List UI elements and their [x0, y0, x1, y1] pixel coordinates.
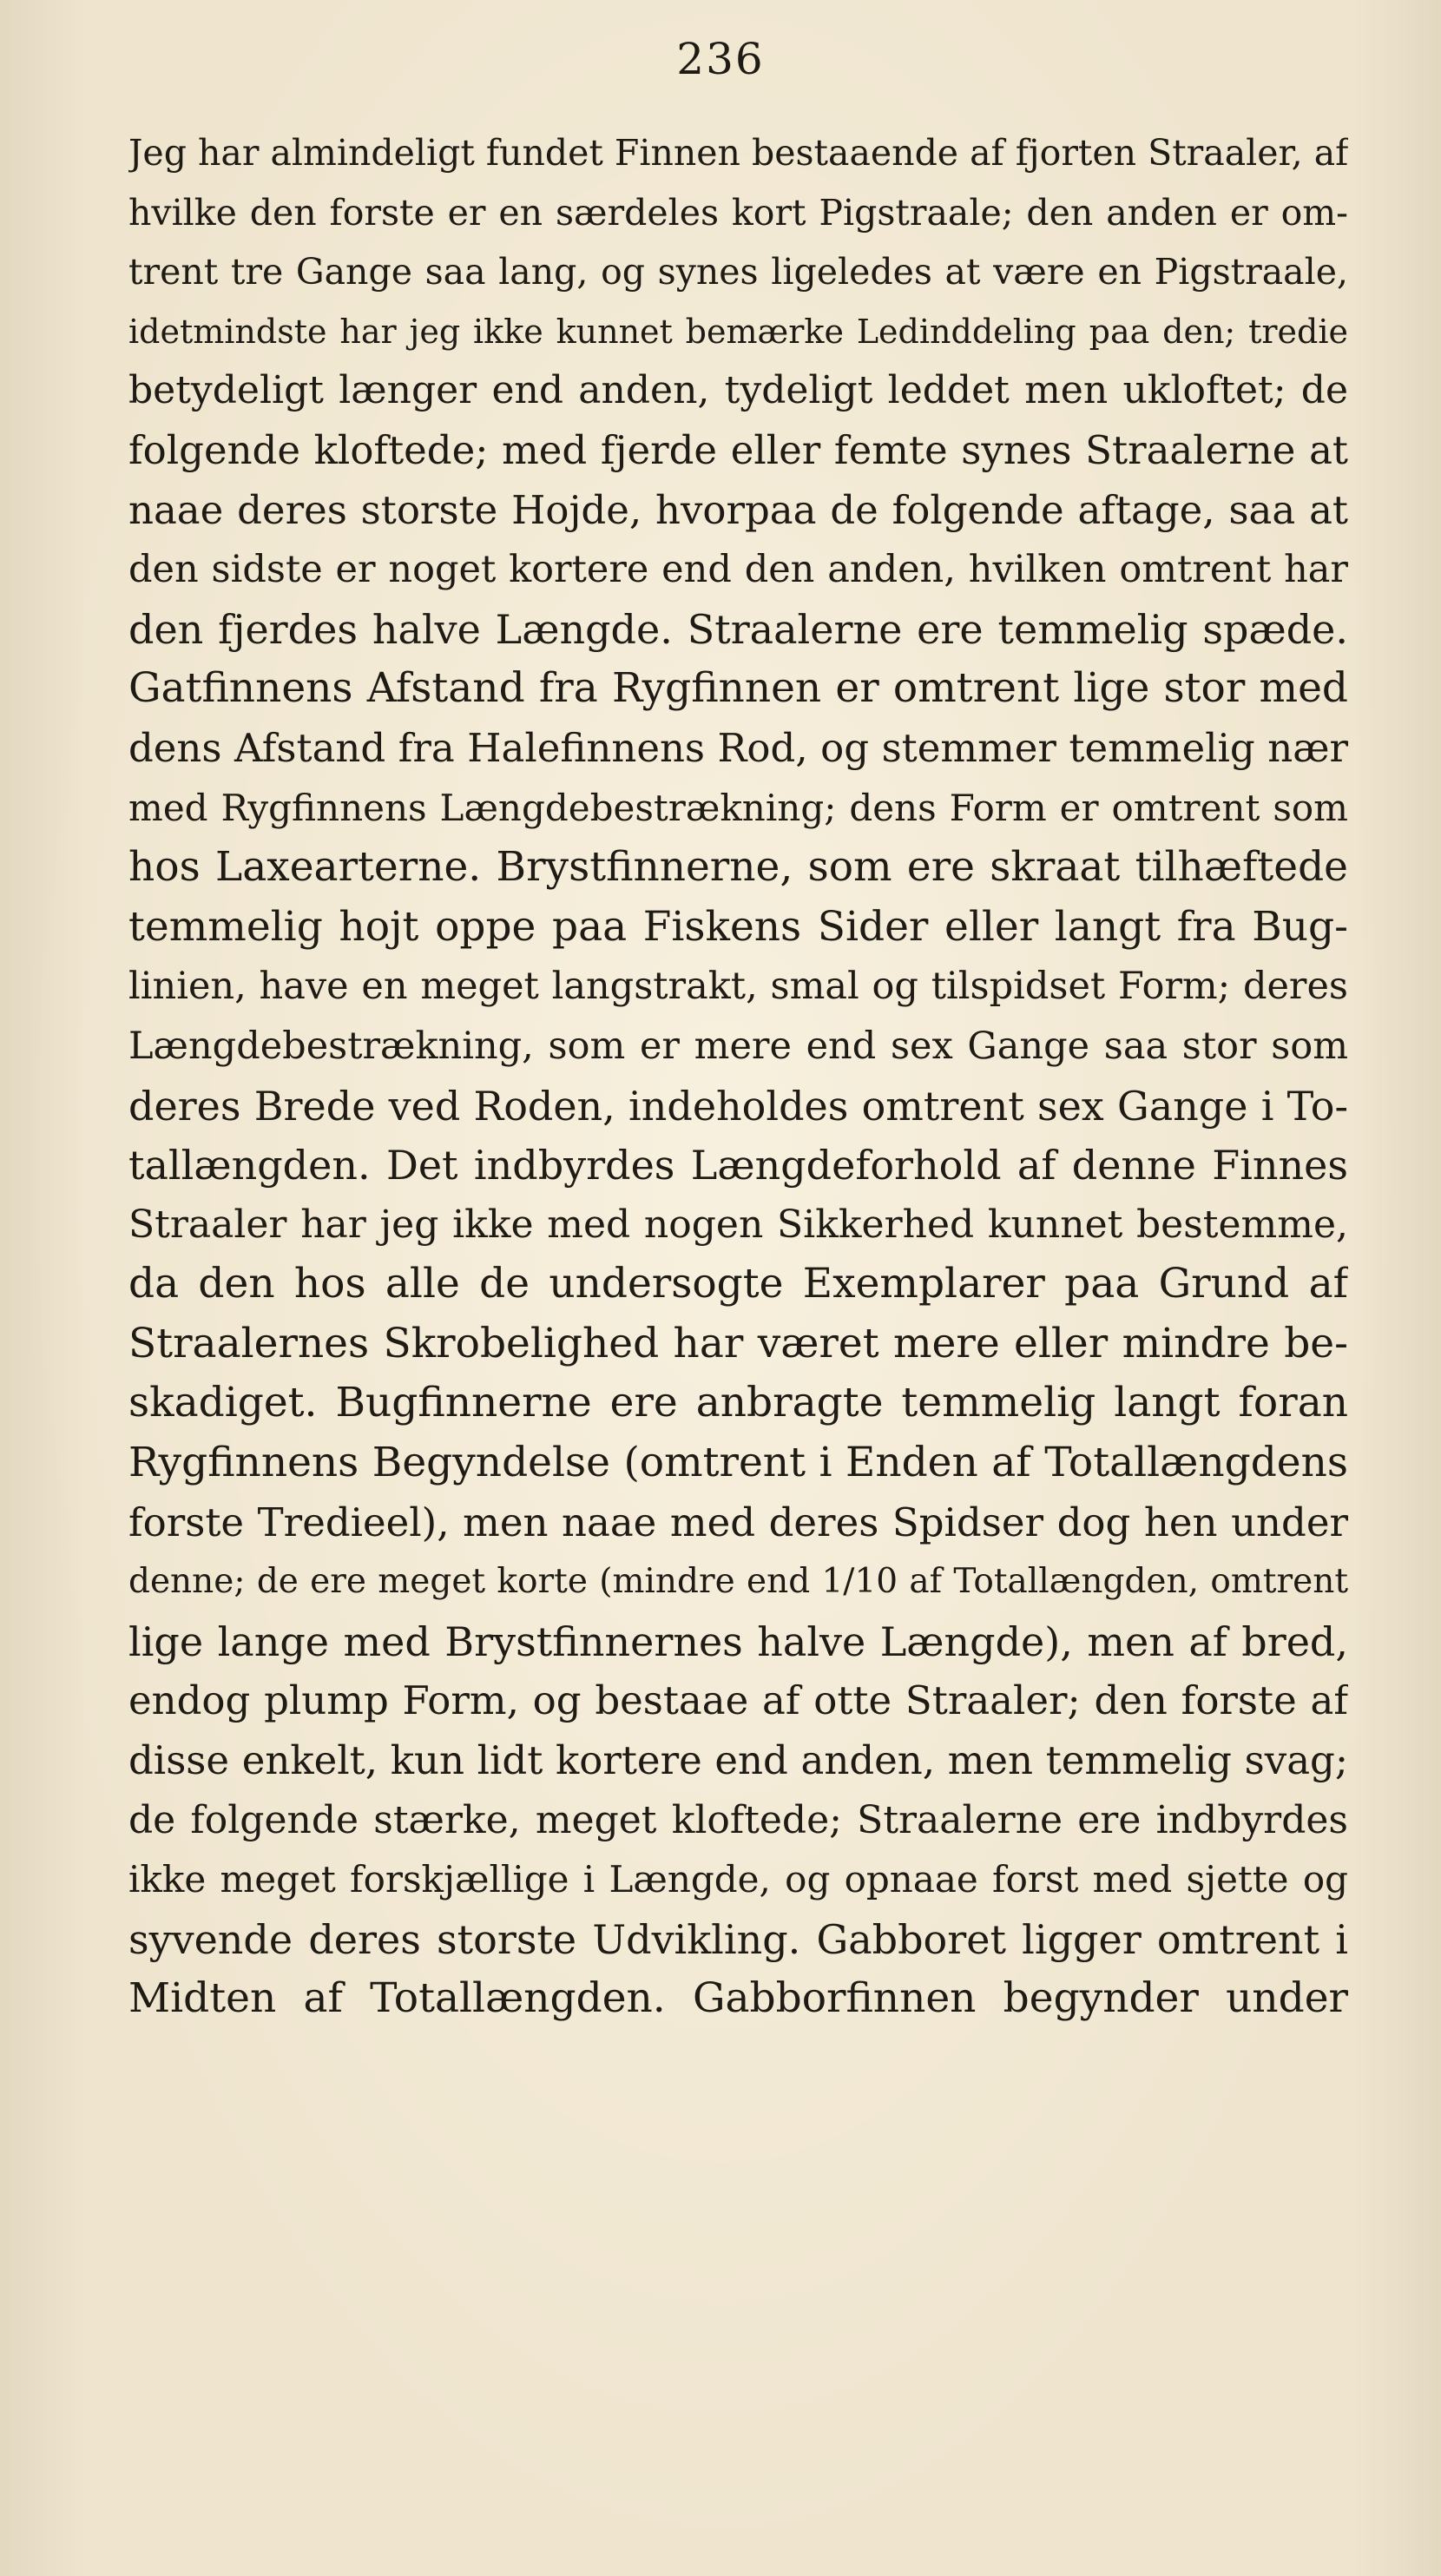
- text-line: Jeg har almindeligt fundet Finnen bestaaende af fjorten Straaler, af: [128, 132, 1348, 174]
- text-line: disse enkelt, kun lidt kortere end anden, men temmelig svag;: [128, 1737, 1348, 1784]
- text-line: ikke meget forskjællige i Længde, og opnaae forst med sjette og: [128, 1858, 1348, 1901]
- page-number: 236: [676, 34, 765, 84]
- text-line: Rygfinnens Begyndelse (omtrent i Enden af Totallængdens: [128, 1439, 1348, 1487]
- text-line: Længdebestrækning, som er mere end sex Gange saa stor som: [128, 1024, 1348, 1068]
- text-line: idetmindste har jeg ikke kunnet bemærke Ledinddeling paa den; tredie: [128, 312, 1348, 351]
- text-line: de folgende stærke, meget kloftede; Straalerne ere indbyrdes: [128, 1797, 1348, 1842]
- text-line: syvende deres storste Udvikling. Gabboret ligger omtrent i: [128, 1915, 1348, 1963]
- text-line: naae deres storste Hojde, hvorpaa de folgende aftage, saa at: [128, 486, 1348, 533]
- text-line: dens Afstand fra Halefinnens Rod, og stemmer temmelig nær: [128, 724, 1348, 771]
- text-line: den sidste er noget kortere end den anden, hvilken omtrent har: [128, 548, 1348, 592]
- text-line: hos Laxearterne. Brystfinnerne, som ere skraat tilhæftede: [128, 843, 1348, 892]
- text-line: Gatfinnens Afstand fra Rygfinnen er omtrent lige stor med: [128, 664, 1348, 713]
- text-line: trent tre Gange saa lang, og synes ligeledes at være en Pigstraale,: [128, 251, 1348, 293]
- text-line: betydeligt længer end anden, tydeligt leddet men ukloftet; de: [128, 368, 1348, 413]
- text-line: da den hos alle de undersogte Exemplarer paa Grund af: [128, 1260, 1348, 1308]
- text-line: den fjerdes halve Længde. Straalerne ere temmelig spæde.: [128, 605, 1348, 653]
- text-line: Midten af Totallængden. Gabborfinnen begynder under: [128, 1974, 1348, 2023]
- text-line: med Rygfinnens Længdebestrækning; dens Form er omtrent som: [128, 786, 1348, 829]
- text-line: deres Brede ved Roden, indeholdes omtrent sex Gange i To-: [128, 1082, 1348, 1130]
- text-line: tallængden. Det indbyrdes Længdeforhold af denne Finnes: [128, 1142, 1348, 1189]
- body-text: [128, 123, 1348, 2029]
- text-line: endog plump Form, og bestaae af otte Straaler; den forste af: [128, 1677, 1348, 1724]
- text-line: temmelig hojt oppe paa Fiskens Sider eller langt fra Bug-: [128, 902, 1348, 951]
- text-line: linien, have en meget langstrakt, smal og tilspidset Form; deres: [128, 965, 1348, 1009]
- text-line: denne; de ere meget korte (mindre end 1/10 af Totallængden, omtrent: [128, 1562, 1348, 1602]
- text-line: Straalernes Skrobelighed har været mere eller mindre be-: [128, 1319, 1348, 1367]
- text-line: hvilke den forste er en særdeles kort Pigstraale; den anden er om-: [128, 191, 1348, 234]
- text-line: folgende kloftede; med fjerde eller femte synes Straalerne at: [128, 426, 1348, 473]
- text-line: lige lange med Brystfinnernes halve Længde), men af bred,: [128, 1617, 1348, 1665]
- text-line: Straaler har jeg ikke med nogen Sikkerhed kunnet bestemme,: [128, 1202, 1348, 1247]
- text-line: skadiget. Bugfinnerne ere anbragte temmelig langt foran: [128, 1379, 1348, 1427]
- text-line: forste Tredieel), men naae med deres Spidser dog hen under: [128, 1499, 1348, 1545]
